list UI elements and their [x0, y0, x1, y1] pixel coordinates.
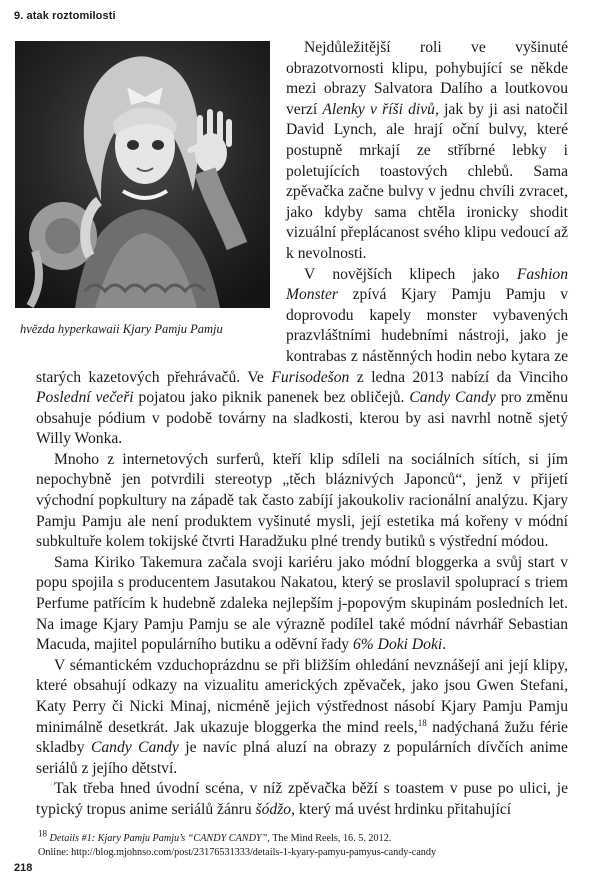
- footnote-source: , The Mind Reels, 16. 5. 2012.: [267, 833, 392, 844]
- p2-italic-fashion-monster: Fashion Monster: [286, 265, 568, 304]
- paragraph-4: [36, 553, 568, 656]
- footnote-line-1: [38, 828, 568, 846]
- p5-italic-candy-candy: Candy Candy: [90, 739, 179, 757]
- p2-italic-furisodeson: Furisodešon: [271, 368, 350, 386]
- paragraph-6: [36, 779, 568, 820]
- footnote-online-url: Online: http://blog.mjohnso.com/post/23176531333/details-1-kyary-pamyu-pamyus-candy-candy: [38, 847, 437, 858]
- footnote-number: 18: [38, 828, 47, 839]
- p4-text-a: Sama Kiriko Takemura začala svoji kariéru jako módní bloggerka a svůj start v popu spojila s producentem Jasutakou Nakatou, který se proslavil spoluprací s triem Perfume patřícím k hudebně zdaleka nejlepším j-popovým skupinám posledních let. Na image Kjary Pamju Pamju se ale výrazně podílel také módní návrhář Sebastian Macuda, majitel populárního butiku a oděvní řady: [36, 553, 568, 654]
- p1-text-b: , jak by ji asi natočil David Lynch, ale hrají oční bulvy, které postupně mrkají ze stříbrné lebky i poletujících toastových chlebů. Sama zpěvačka začne bulvy v jednu chvíli zvracet, jako kdyby sama chtěla ironicky shodit vizuální přeplácanost svého klipu vedoucí až k nevolnosti.: [286, 100, 568, 262]
- p6-text-a: Tak třeba hned úvodní scéna, v níž zpěvačka běží s toastem v puse po ulici, je typický tropus anime seriálů žánru: [36, 780, 568, 818]
- footnote-reference: 18: [417, 717, 427, 728]
- page-number: 218: [14, 862, 33, 874]
- p5-text-a: V sémantickém vzduchoprázdnu se při bližším ohledání nevznášejí ani její klipy, které obsahují odkazy na vizualitu amerických zpěvaček, jako jsou Gwen Stefani, Katy Perry či Nicki Minaj, nicméně jejich výstřednost násobí Kjary Pamju Pamju minimálně desetkrát. Jak ukazuje bloggerka the mind reels,: [36, 656, 568, 736]
- p4-text-b: .: [442, 636, 447, 654]
- photo-wrap-spacer: [36, 38, 286, 358]
- p2-italic-candy-candy: Candy Candy: [409, 389, 496, 407]
- running-head: 9. atak roztomilosti: [14, 10, 116, 22]
- p6-italic-shojo: šódžo: [255, 800, 292, 818]
- p1-italic-title: Alenky v říši divů: [322, 100, 435, 118]
- p1-text-a: Nejdůležitější roli ve vyšinuté obrazotvornosti klipu, pohybující se někde mezi obrazy Salvatora Dalího a loutkovou verzí: [286, 39, 568, 118]
- photo-caption: hvězda hyperkawaii Kjary Pamju Pamju: [20, 322, 223, 336]
- p5-text-b: nadýchaná žužu férie skladby: [36, 718, 568, 757]
- paragraph-5: [36, 656, 568, 780]
- footnote: [38, 828, 568, 860]
- p2-italic-last-supper: Poslední večeři: [36, 389, 134, 407]
- paragraph-3: Mnoho z internetových surferů, kteří klip sdíleli na sociálních sítích, si jím nepochybně jen potvrdili stereotyp „těch bláznivých Japonců“, jenž v přijetí východní popkultury na západě tak často zabíjí jakoukoliv racionální analýzu. Kjary Pamju Pamju ale není produktem vyšinuté mysli, její estetika má kořeny v módní subkultuře kolem tokijské čtvrti Haradžuku plné trendy butiků s výstřední módou.: [36, 450, 568, 551]
- body-text: [36, 38, 568, 821]
- p2-text-b: zpívá Kjary Pamju Pamju v doprovodu kapely monster vybavených prazvláštními hudebními nástroji, jako je kontrabas z nástěnných hodin nebo kytara ze starých kazetových přehrávačů. Ve: [36, 286, 568, 386]
- p2-text-a: V novějších klipech jako: [304, 265, 517, 283]
- footnote-title: Details #1: Kjary Pamju Pamju’s “CANDY CANDY”: [49, 833, 268, 844]
- p2-text-e: pro změnu obsahuje pódium v podobě továrny na sladkosti, kterou by asi navrhl notně sjetý Willy Wonka.: [36, 389, 568, 448]
- p2-text-d: pojatou jako piknik panenek bez obličejů.: [133, 389, 410, 407]
- p2-text-c: z ledna 2013 nabízí da Vinciho: [349, 368, 568, 386]
- p5-text-c: je navíc plná aluzí na obrazy z populárních dívčích anime seriálů z jejího dětství.: [36, 739, 568, 777]
- p4-italic-doki-doki: 6% Doki Doki: [353, 636, 443, 654]
- p6-text-b: , který má uvést hrdinku přitahující: [291, 800, 512, 818]
